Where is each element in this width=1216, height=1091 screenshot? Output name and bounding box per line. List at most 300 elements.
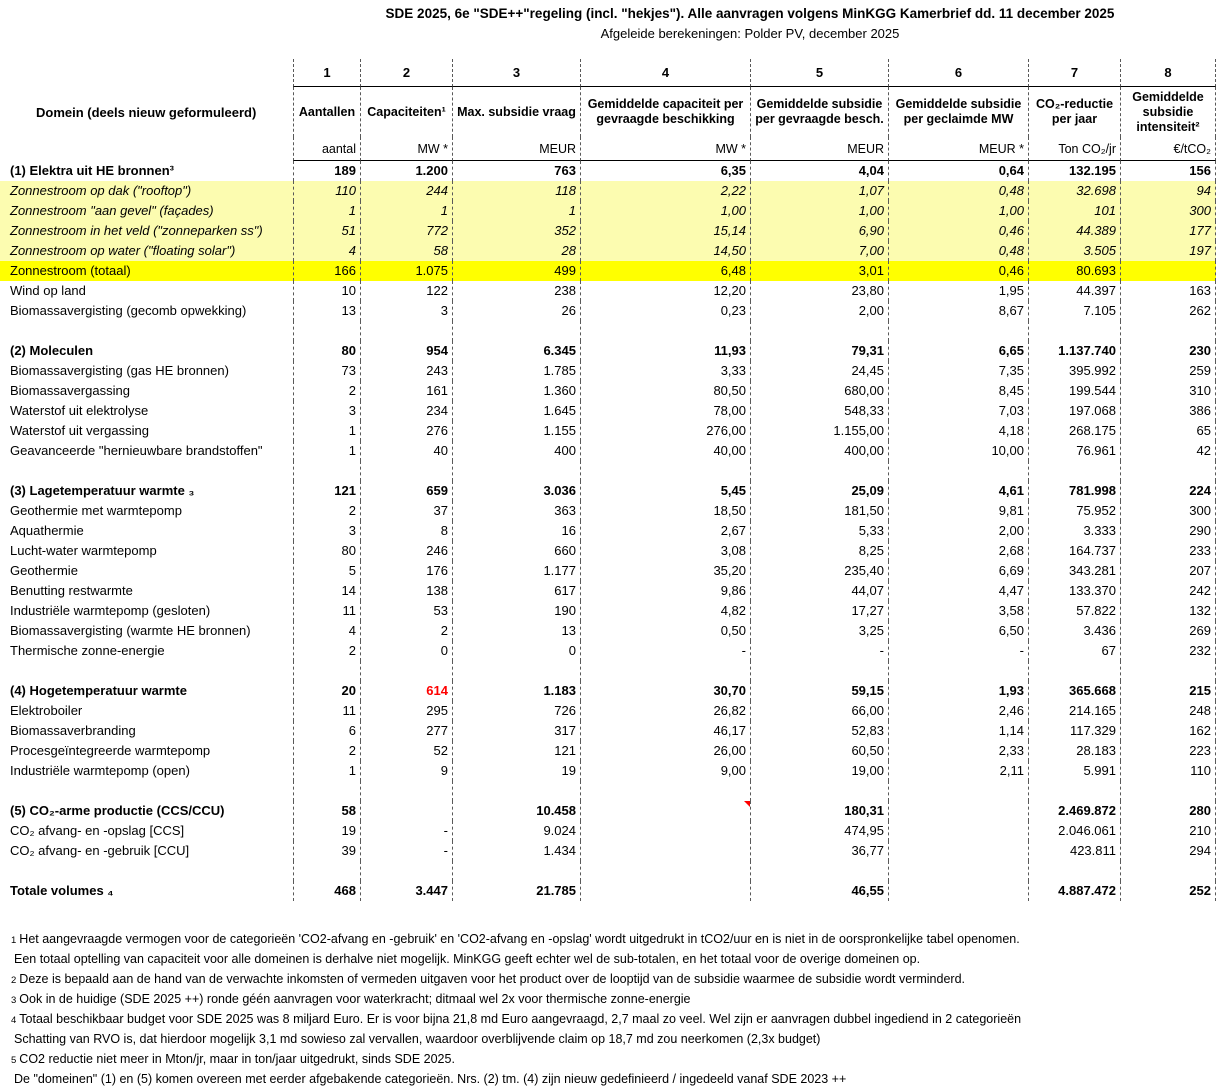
footnote-text: CO2 reductie niet meer in Mton/jr, maar in ton/jaar uitgedrukt, sinds SDE 2025. [19, 1052, 455, 1066]
column-unit: MEUR * [888, 137, 1028, 161]
footnote-text: De "domeinen" (1) en (5) komen overeen met eerder afgebakende categorieën. Nrs. (2) tm. (4) zijn nieuw gedefinieerd / ingedeeld vanaf SDE 2023 ++ [14, 1072, 847, 1086]
column-header-label: Capaciteiten¹ [360, 87, 452, 137]
cell-col4: 18,50 [580, 501, 750, 521]
cell-col5: 680,00 [750, 381, 888, 401]
cell-col6: 2,68 [888, 541, 1028, 561]
cell-col2 [360, 801, 452, 821]
cell-col8: 280 [1120, 801, 1216, 821]
column-number: 6 [888, 59, 1028, 87]
cell-col4: 26,82 [580, 701, 750, 721]
cell-col2: 246 [360, 541, 452, 561]
cell-col4 [580, 821, 750, 841]
spacer-row [0, 861, 1216, 881]
cell-col6: 2,33 [888, 741, 1028, 761]
cell-col5: 7,00 [750, 241, 888, 261]
footnote-marker: 4 [11, 1015, 17, 1026]
row-label: Thermische zonne-energie [10, 643, 165, 658]
row-label: Wind op land [10, 283, 86, 298]
row-label: Biomassaverbranding [10, 723, 136, 738]
cell-col8: 162 [1120, 721, 1216, 741]
table-row [0, 641, 1216, 661]
cell-col7: 133.370 [1028, 581, 1120, 601]
cell-col7: 5.991 [1028, 761, 1120, 781]
row-label [0, 661, 293, 681]
column-unit: MEUR [750, 137, 888, 161]
cell-col1: 4 [293, 621, 360, 641]
cell-col3 [452, 781, 580, 801]
cell-col6: 10,00 [888, 441, 1028, 461]
column-number: 2 [360, 59, 452, 87]
cell-col1: 166 [293, 261, 360, 281]
cell-col2: 1.075 [360, 261, 452, 281]
cell-col6: 4,47 [888, 581, 1028, 601]
cell-col4: 12,20 [580, 281, 750, 301]
report-subtitle: Afgeleide berekeningen: Polder PV, december 2025 [600, 26, 900, 41]
footnote-text: Een totaal optelling van capaciteit voor alle domeinen is derhalve niet mogelijk. MinKGG geeft echter wel de sub-totalen, en het totaal voor de overige domeinen op. [14, 952, 921, 966]
cell-col7: 132.195 [1028, 161, 1120, 181]
footnote-marker: 2 [11, 975, 17, 986]
cell-col7: 67 [1028, 641, 1120, 661]
column-headers-row [0, 87, 1216, 137]
cell-col4: 78,00 [580, 401, 750, 421]
cell-col1: 80 [293, 541, 360, 561]
cell-col8: 65 [1120, 421, 1216, 441]
cell-col6 [888, 841, 1028, 861]
cell-col5: 17,27 [750, 601, 888, 621]
cell-col3: 400 [452, 441, 580, 461]
cell-col4 [580, 801, 750, 821]
cell-col8 [1120, 781, 1216, 801]
cell-col8: 300 [1120, 201, 1216, 221]
cell-col3: 13 [452, 621, 580, 641]
row-label: Biomassavergisting (warmte HE bronnen) [10, 623, 251, 638]
row-label: CO₂ afvang- en -gebruik [CCU] [10, 843, 190, 858]
table-row [0, 181, 1216, 201]
cell-col7: 164.737 [1028, 541, 1120, 561]
cell-col8: 248 [1120, 701, 1216, 721]
cell-col4: 6,35 [580, 161, 750, 181]
footnote-marker: 3 [11, 995, 17, 1006]
cell-col7: 3.505 [1028, 241, 1120, 261]
cell-col5: 400,00 [750, 441, 888, 461]
cell-col1: 11 [293, 701, 360, 721]
cell-col8: 310 [1120, 381, 1216, 401]
cell-col8 [1120, 321, 1216, 341]
cell-col2: 277 [360, 721, 452, 741]
cell-col1 [293, 661, 360, 681]
row-label: Waterstof uit vergassing [10, 423, 149, 438]
cell-col6: 4,18 [888, 421, 1028, 441]
cell-col4 [580, 861, 750, 881]
cell-col7: 7.105 [1028, 301, 1120, 321]
table-row [0, 261, 1216, 281]
column-header-label: Gemiddelde subsidie per geclaimde MW [888, 87, 1028, 137]
cell-col8: 132 [1120, 601, 1216, 621]
cell-col5: 235,40 [750, 561, 888, 581]
table-row [0, 221, 1216, 241]
row-label: (1) Elektra uit HE bronnen³ [10, 163, 174, 178]
cell-col3: 1 [452, 201, 580, 221]
cell-col7: 2.046.061 [1028, 821, 1120, 841]
cell-col5: 24,45 [750, 361, 888, 381]
column-header-label: Gemiddelde subsidie per gevraagde besch. [750, 87, 888, 137]
cell-col6: 0,48 [888, 241, 1028, 261]
cell-col5: 180,31 [750, 801, 888, 821]
cell-col7: 343.281 [1028, 561, 1120, 581]
cell-col3: 1.155 [452, 421, 580, 441]
cell-col8: 269 [1120, 621, 1216, 641]
cell-col3: 21.785 [452, 881, 580, 901]
table-row [0, 521, 1216, 541]
cell-col7: 365.668 [1028, 681, 1120, 701]
cell-col5: 52,83 [750, 721, 888, 741]
cell-col6: 2,46 [888, 701, 1028, 721]
cell-col4: 3,08 [580, 541, 750, 561]
cell-col2: 276 [360, 421, 452, 441]
cell-col3: 16 [452, 521, 580, 541]
cell-col5 [750, 461, 888, 481]
row-label: Biomassavergisting (gas HE bronnen) [10, 363, 229, 378]
cell-col5: 36,77 [750, 841, 888, 861]
row-label: Geavanceerde "hernieuwbare brandstoffen" [10, 443, 263, 458]
cell-col5: 66,00 [750, 701, 888, 721]
cell-col3: 726 [452, 701, 580, 721]
cell-col1 [293, 321, 360, 341]
cell-col1: 6 [293, 721, 360, 741]
cell-col7: 423.811 [1028, 841, 1120, 861]
cell-col6: 6,50 [888, 621, 1028, 641]
row-label: Zonnestroom "aan gevel" (façades) [10, 203, 214, 218]
cell-col4: 26,00 [580, 741, 750, 761]
cell-col4: 4,82 [580, 601, 750, 621]
cell-col8: 42 [1120, 441, 1216, 461]
cell-col8: 259 [1120, 361, 1216, 381]
cell-col5: 5,33 [750, 521, 888, 541]
column-number: 3 [452, 59, 580, 87]
cell-col3: 19 [452, 761, 580, 781]
cell-col3: 0 [452, 641, 580, 661]
cell-col6: 0,46 [888, 221, 1028, 241]
cell-col6: 0,46 [888, 261, 1028, 281]
row-label: Biomassavergassing [10, 383, 130, 398]
cell-col2: 3 [360, 301, 452, 321]
cell-col7: 101 [1028, 201, 1120, 221]
cell-col2: 244 [360, 181, 452, 201]
cell-col1: 110 [293, 181, 360, 201]
cell-col4: 9,00 [580, 761, 750, 781]
column-header-label: Gemiddelde subsidie intensiteit² [1120, 87, 1216, 137]
cell-col6 [888, 861, 1028, 881]
cell-col3: 763 [452, 161, 580, 181]
cell-col8: 294 [1120, 841, 1216, 861]
cell-col5 [750, 861, 888, 881]
table-row [0, 501, 1216, 521]
cell-col6: 6,65 [888, 341, 1028, 361]
cell-col2 [360, 321, 452, 341]
cell-col4 [580, 841, 750, 861]
row-label: (2) Moleculen [10, 343, 94, 358]
row-label [0, 461, 293, 481]
footnote-text: Ook in de huidige (SDE 2025 ++) ronde géén aanvragen voor waterkracht; ditmaal wel 2x voor thermische zonne-energie [19, 992, 691, 1006]
cell-col1: 20 [293, 681, 360, 701]
cell-col7: 44.389 [1028, 221, 1120, 241]
cell-col1 [293, 461, 360, 481]
row-label: Geothermie met warmtepomp [10, 503, 182, 518]
cell-col8: 300 [1120, 501, 1216, 521]
cell-col7: 57.822 [1028, 601, 1120, 621]
row-label: Totale volumes ₄ [10, 883, 114, 898]
cell-col6: 2,11 [888, 761, 1028, 781]
table-row [0, 721, 1216, 741]
cell-col1: 14 [293, 581, 360, 601]
cell-col6: 7,03 [888, 401, 1028, 421]
table-row [0, 481, 1216, 501]
cell-col6: 8,67 [888, 301, 1028, 321]
domain-column-spacer [0, 137, 293, 161]
cell-col7: 3.333 [1028, 521, 1120, 541]
cell-col1: 2 [293, 381, 360, 401]
cell-col6: 7,35 [888, 361, 1028, 381]
cell-col1: 19 [293, 821, 360, 841]
table-row [0, 741, 1216, 761]
cell-col6: 0,64 [888, 161, 1028, 181]
cell-col4 [580, 661, 750, 681]
row-label: (4) Hogetemperatuur warmte [10, 683, 187, 698]
cell-col4: 276,00 [580, 421, 750, 441]
cell-col1: 39 [293, 841, 360, 861]
cell-col2: 3.447 [360, 881, 452, 901]
cell-col4: 46,17 [580, 721, 750, 741]
table-row [0, 401, 1216, 421]
cell-col1: 1 [293, 441, 360, 461]
table-row [0, 621, 1216, 641]
table-row [0, 701, 1216, 721]
cell-col2: 161 [360, 381, 452, 401]
cell-col7 [1028, 661, 1120, 681]
row-label [0, 781, 293, 801]
row-label: Geothermie [10, 563, 78, 578]
cell-col7: 4.887.472 [1028, 881, 1120, 901]
cell-col6: 1,93 [888, 681, 1028, 701]
cell-col7: 28.183 [1028, 741, 1120, 761]
cell-col3: 190 [452, 601, 580, 621]
cell-col4: 5,45 [580, 481, 750, 501]
table-row [0, 581, 1216, 601]
table-row [0, 341, 1216, 361]
column-number: 7 [1028, 59, 1120, 87]
cell-col8: 197 [1120, 241, 1216, 261]
row-label: (5) CO₂-arme productie (CCS/CCU) [10, 803, 225, 818]
cell-col1 [293, 781, 360, 801]
cell-col8: 230 [1120, 341, 1216, 361]
table-row [0, 441, 1216, 461]
cell-col7: 32.698 [1028, 181, 1120, 201]
cell-col2: 772 [360, 221, 452, 241]
cell-col5: 1.155,00 [750, 421, 888, 441]
cell-col2: 8 [360, 521, 452, 541]
cell-col5: 60,50 [750, 741, 888, 761]
cell-col2: 138 [360, 581, 452, 601]
cell-col5: 474,95 [750, 821, 888, 841]
cell-col3: 1.434 [452, 841, 580, 861]
cell-col3: 9.024 [452, 821, 580, 841]
cell-col5: 3,01 [750, 261, 888, 281]
cell-col4: 35,20 [580, 561, 750, 581]
cell-col5: 59,15 [750, 681, 888, 701]
row-label: Zonnestroom (totaal) [10, 263, 131, 278]
cell-col5: 2,00 [750, 301, 888, 321]
cell-col6: 4,61 [888, 481, 1028, 501]
table-row [0, 281, 1216, 301]
cell-col6: 6,69 [888, 561, 1028, 581]
cell-col8: 252 [1120, 881, 1216, 901]
footnote-text: Deze is bepaald aan de hand van de verwachte inkomsten of vermeden uitgaven voor het product over de looptijd van de subsidie waarmee de subsidie wordt verminderd. [19, 972, 965, 986]
row-label: Industriële warmtepomp (open) [10, 763, 190, 778]
cell-col2: 58 [360, 241, 452, 261]
footnote-text: Het aangevraagde vermogen voor de categorieën 'CO2-afvang en -gebruik' en 'CO2-afvang en -opslag' wordt uitgedrukt in tCO2/uur en is niet in de oorspronkelijke tabel openomen. [19, 932, 1020, 946]
cell-col7: 1.137.740 [1028, 341, 1120, 361]
cell-col3: 1.360 [452, 381, 580, 401]
cell-col2: 0 [360, 641, 452, 661]
column-number: 5 [750, 59, 888, 87]
report-header [284, 0, 1216, 42]
cell-col3: 26 [452, 301, 580, 321]
column-unit: MW * [360, 137, 452, 161]
cell-col3: 1.785 [452, 361, 580, 381]
cell-col8: 110 [1120, 761, 1216, 781]
column-units-row [0, 137, 1216, 161]
cell-col1 [293, 861, 360, 881]
row-label: Waterstof uit elektrolyse [10, 403, 149, 418]
cell-col3: 363 [452, 501, 580, 521]
cell-col3: 10.458 [452, 801, 580, 821]
cell-col1: 11 [293, 601, 360, 621]
cell-col1: 2 [293, 641, 360, 661]
footnote-line [11, 949, 1216, 969]
cell-col8: 210 [1120, 821, 1216, 841]
cell-col3 [452, 321, 580, 341]
cell-col5: 8,25 [750, 541, 888, 561]
cell-col7: 75.952 [1028, 501, 1120, 521]
cell-col7 [1028, 861, 1120, 881]
cell-col8: 94 [1120, 181, 1216, 201]
footnote-line [11, 1049, 1216, 1069]
cell-col3: 6.345 [452, 341, 580, 361]
cell-col5: 46,55 [750, 881, 888, 901]
cell-col2: - [360, 821, 452, 841]
cell-col4: 30,70 [580, 681, 750, 701]
column-header-label: Aantallen [293, 87, 360, 137]
table-row [0, 541, 1216, 561]
spacer-row [0, 781, 1216, 801]
cell-col8: 233 [1120, 541, 1216, 561]
cell-col1: 2 [293, 741, 360, 761]
cell-col2: 954 [360, 341, 452, 361]
cell-col6: 3,58 [888, 601, 1028, 621]
cell-col6: 1,00 [888, 201, 1028, 221]
cell-col8 [1120, 461, 1216, 481]
table-row [0, 201, 1216, 221]
cell-col2: 234 [360, 401, 452, 421]
cell-col4: - [580, 641, 750, 661]
cell-col3: 118 [452, 181, 580, 201]
cell-col4: 11,93 [580, 341, 750, 361]
cell-col6: 1,14 [888, 721, 1028, 741]
row-label: Zonnestroom op water ("floating solar") [10, 243, 236, 258]
cell-col7: 80.693 [1028, 261, 1120, 281]
table-row [0, 241, 1216, 261]
cell-col6: 8,45 [888, 381, 1028, 401]
cell-col2 [360, 781, 452, 801]
cell-col5: 6,90 [750, 221, 888, 241]
cell-col3 [452, 461, 580, 481]
cell-col1: 5 [293, 561, 360, 581]
cell-col4: 2,22 [580, 181, 750, 201]
column-unit: Ton CO₂/jr [1028, 137, 1120, 161]
cell-col7: 2.469.872 [1028, 801, 1120, 821]
cell-col8 [1120, 661, 1216, 681]
footnote-line [11, 1069, 1216, 1089]
row-label: Aquathermie [10, 523, 84, 538]
cell-col6: 9,81 [888, 501, 1028, 521]
cell-col2: 659 [360, 481, 452, 501]
cell-col5: 23,80 [750, 281, 888, 301]
cell-col7: 395.992 [1028, 361, 1120, 381]
row-label: Lucht-water warmtepomp [10, 543, 157, 558]
cell-col3: 238 [452, 281, 580, 301]
cell-col4: 40,00 [580, 441, 750, 461]
cell-col6 [888, 661, 1028, 681]
cell-col8 [1120, 261, 1216, 281]
cell-col4 [580, 781, 750, 801]
cell-col3: 352 [452, 221, 580, 241]
table-row [0, 841, 1216, 861]
cell-col4 [580, 321, 750, 341]
cell-col5: 19,00 [750, 761, 888, 781]
cell-col7: 199.544 [1028, 381, 1120, 401]
cell-col8: 290 [1120, 521, 1216, 541]
cell-col4: 9,86 [580, 581, 750, 601]
cell-col4: 0,23 [580, 301, 750, 321]
cell-col6 [888, 801, 1028, 821]
table-row [0, 681, 1216, 701]
cell-col6 [888, 321, 1028, 341]
cell-col7 [1028, 461, 1120, 481]
cell-col3 [452, 661, 580, 681]
cell-col3: 617 [452, 581, 580, 601]
column-number: 1 [293, 59, 360, 87]
table-row [0, 421, 1216, 441]
footnote-marker: 5 [11, 1055, 17, 1066]
cell-col8: 156 [1120, 161, 1216, 181]
table-row [0, 761, 1216, 781]
cell-col3: 28 [452, 241, 580, 261]
cell-col5 [750, 321, 888, 341]
footnote-line [11, 929, 1216, 949]
cell-col5: 25,09 [750, 481, 888, 501]
cell-col1: 121 [293, 481, 360, 501]
table-row [0, 561, 1216, 581]
cell-col8: 224 [1120, 481, 1216, 501]
cell-col5: 1,07 [750, 181, 888, 201]
cell-col8: 215 [1120, 681, 1216, 701]
cell-col3: 499 [452, 261, 580, 281]
cell-col3: 660 [452, 541, 580, 561]
cell-col4 [580, 461, 750, 481]
cell-col6: 2,00 [888, 521, 1028, 541]
footnote-line [11, 1029, 1216, 1049]
cell-col8 [1120, 861, 1216, 881]
